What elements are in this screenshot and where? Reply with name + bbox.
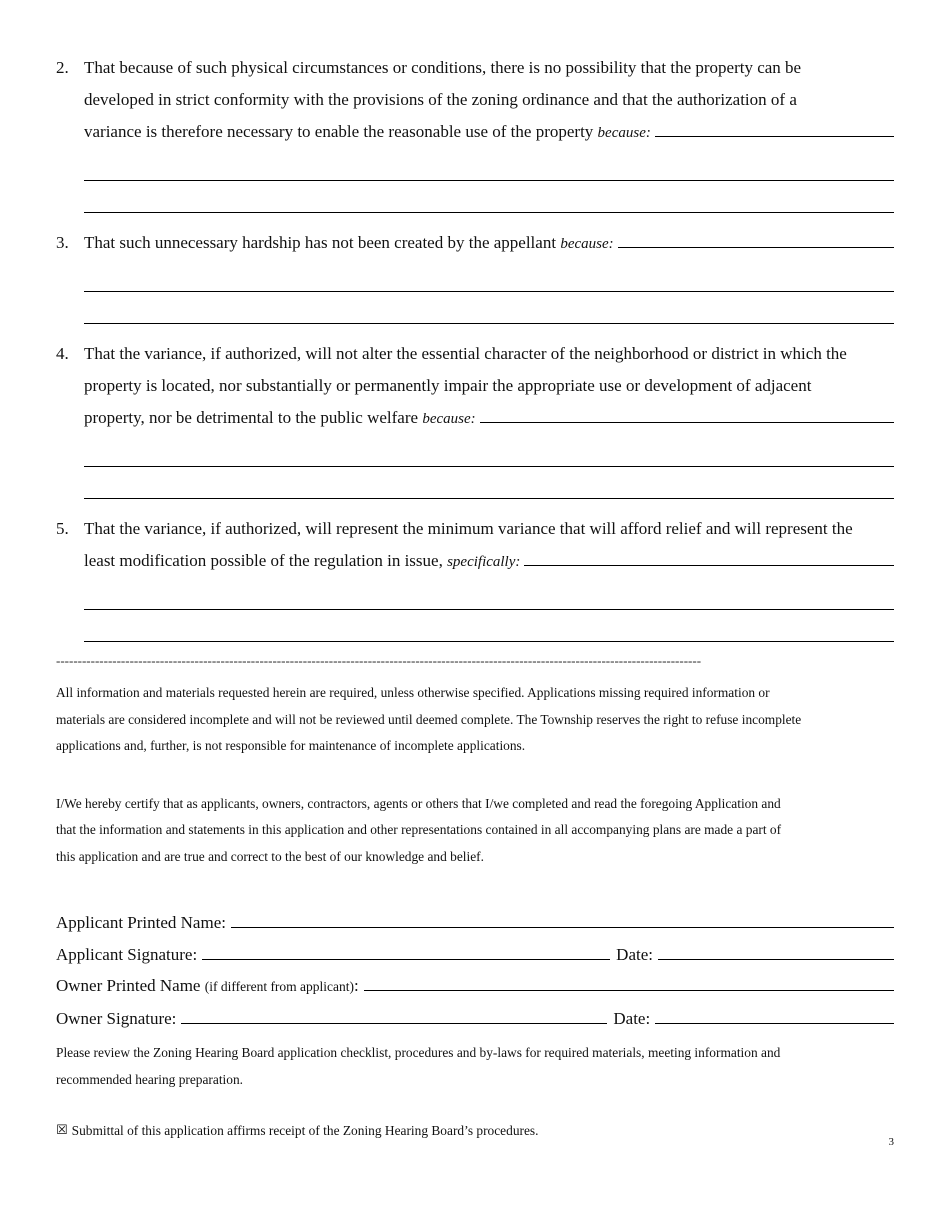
review-line: Please review the Zoning Hearing Board application checklist, procedures and by-laws for required materials, meeting information and xyxy=(56,1045,781,1060)
criterion-number: 5. xyxy=(56,519,69,538)
date-label: Date: xyxy=(616,944,653,964)
answer-line[interactable] xyxy=(84,610,894,642)
certification-line: this application and are true and correct to the best of our knowledge and belief. xyxy=(56,848,484,864)
applicant-signature-row xyxy=(56,939,894,971)
applicant-name-row xyxy=(56,907,894,939)
criterion-text-line: least modification possible of the regulation in issue, xyxy=(84,551,443,570)
form-page xyxy=(56,52,894,1144)
page-number: 3 xyxy=(888,1136,894,1148)
answer-line[interactable] xyxy=(84,260,894,292)
criterion-text-line: developed in strict conformity with the provisions of the zoning ordinance and that the authorization of a xyxy=(84,90,797,109)
criterion-number: 4. xyxy=(56,344,69,363)
because-keyword: because: xyxy=(560,236,614,252)
answer-line[interactable] xyxy=(618,227,894,248)
certification-paragraph xyxy=(56,791,894,871)
affirmation-row xyxy=(56,1118,894,1144)
answer-line[interactable] xyxy=(524,545,894,566)
dashed-divider: ----------------------------------------------------------------------------------------------------------------------------------------------------- xyxy=(56,654,702,668)
because-keyword: because: xyxy=(597,125,651,141)
criterion-number: 2. xyxy=(56,58,69,77)
answer-line[interactable] xyxy=(84,467,894,499)
affirmation-text: Submittal of this application affirms receipt of the Zoning Hearing Board’s procedures. xyxy=(71,1123,539,1138)
notice-line: materials are considered incomplete and will not be reviewed until deemed complete. The Township reserves the right to refuse incomplete xyxy=(56,711,802,727)
applicant-signature-field[interactable] xyxy=(202,939,610,960)
criterion-number: 3. xyxy=(56,233,69,252)
owner-date-field[interactable] xyxy=(655,1003,894,1024)
answer-line[interactable] xyxy=(84,149,894,181)
owner-name-field[interactable] xyxy=(364,970,894,991)
answer-line[interactable] xyxy=(84,292,894,324)
criterion-text-line: property, nor be detrimental to the public welfare xyxy=(84,408,419,427)
criterion-5 xyxy=(56,513,894,642)
applicant-date-field[interactable] xyxy=(658,939,894,960)
criterion-text-line: That the variance, if authorized, will represent the minimum variance that will afford relief and will represent the xyxy=(84,519,853,538)
owner-signature-field[interactable] xyxy=(181,1003,607,1024)
criterion-text-line: property is located, nor substantially or permanently impair the appropriate use or development of adjacent xyxy=(84,376,812,395)
criterion-3 xyxy=(56,227,894,324)
notice-paragraph xyxy=(56,680,894,760)
answer-line[interactable] xyxy=(84,578,894,610)
answer-line[interactable] xyxy=(655,116,894,137)
date-label: Date: xyxy=(613,1008,651,1028)
answer-line[interactable] xyxy=(84,435,894,467)
criterion-2 xyxy=(56,52,894,213)
answer-line[interactable] xyxy=(84,181,894,213)
because-keyword: because: xyxy=(422,411,476,427)
review-paragraph xyxy=(56,1040,894,1093)
owner-signature-row xyxy=(56,1003,894,1035)
applicant-signature-label: Applicant Signature: xyxy=(56,944,198,964)
criterion-text-line: That because of such physical circumstances or conditions, there is no possibility that the property can be xyxy=(84,58,802,77)
criterion-text-line: That the variance, if authorized, will not alter the essential character of the neighborhood or district in which the xyxy=(84,344,847,363)
applicant-name-field[interactable] xyxy=(231,907,894,928)
signature-block xyxy=(56,907,894,1034)
applicant-name-label: Applicant Printed Name: xyxy=(56,913,226,932)
owner-name-label: Owner Printed Name xyxy=(56,976,201,995)
notice-line: applications and, further, is not responsible for maintenance of incomplete applications. xyxy=(56,738,526,753)
certification-line: that the information and statements in this application and other representations contained in all accompanying plans are made a part of xyxy=(56,822,782,837)
certification-line: I/We hereby certify that as applicants, owners, contractors, agents or others that I/we completed and read the foregoing Application and xyxy=(56,795,781,811)
criterion-text-line: variance is therefore necessary to enable the reasonable use of the property xyxy=(84,122,594,141)
notice-line: All information and materials requested herein are required, unless otherwise specified. Applications missing required information or xyxy=(56,685,770,700)
criterion-text-line: That such unnecessary hardship has not been created by the appellant xyxy=(84,233,557,252)
answer-line[interactable] xyxy=(480,402,894,423)
owner-name-row xyxy=(56,970,894,1003)
specifically-keyword: specifically: xyxy=(447,554,521,570)
checked-checkbox-icon[interactable]: ☒ xyxy=(56,1123,68,1138)
review-line: recommended hearing preparation. xyxy=(56,1071,244,1087)
owner-name-colon: : xyxy=(354,976,359,995)
criterion-4 xyxy=(56,338,894,499)
owner-name-note: (if different from applicant) xyxy=(204,979,355,994)
owner-signature-label: Owner Signature: xyxy=(56,1008,177,1028)
